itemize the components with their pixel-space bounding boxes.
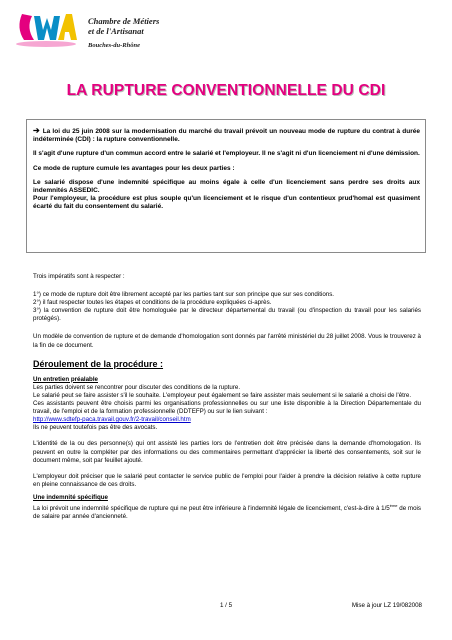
requirement-1: 1°) ce mode de rupture doit être librement accepté par les parties tant sur son principe que sur ses conditions. [33,291,335,299]
section-title: Déroulement de la procédure : [33,358,164,369]
org-line1: Chambre de Métiers [88,16,160,26]
arrow-right-icon: ➔ [33,126,40,135]
identity-text: L'identité de la ou des personne(s) qui ont assisté les parties lors de l'entretien doit être précisée dans la demande d'homologation. Ils peuvent en outre la compléter par des informations ou des commentaires permettant d'apprécier la liberté des consentements, soit sur le document même, soit par feuillet ajouté. [33,440,421,464]
indemnity-line1: La loi prévoit une indemnité spécifique de rupture qui ne peut être inférieure à l'indemnité légale de licenciement, c'est-à-dire à 1/5 [33,505,390,513]
indemnity-line2: de mois de salaire par année d'ancienneté. [33,505,421,521]
summary-p1: ➔ La loi du 25 juin 2008 sur la modernisation du marché du travail prévoit un nouveau mode de rupture du contrat à durée indéterminée (CDI) : la rupture conventionnelle. [33,126,420,144]
document-body [33,273,421,526]
page-title: LA RUPTURE CONVENTIONNELLE DU CDI [66,82,386,99]
employer-text: L'employeur doit préciser que le salarié peut contacter le service public de l'emploi pour l'aider à prendre la décision relative à cette rupture en pleine connaissance de ces droits. [33,472,421,488]
section-interview [33,376,421,433]
cma-logo-icon [14,6,78,50]
summary-p4: Le salarié dispose d'une indemnité spécifique au moins égale à celle d'un licenciement sans perdre ses droits aux indemnités ASSEDIC. [33,178,420,195]
header-logo [14,6,194,58]
superscript-eme: ème [389,502,398,508]
subsection-title-indemnity: Une indemnité spécifique [33,493,108,501]
summary-p5: Pour l'employeur, la procédure est plus souple qu'un licenciement et le risque d'un contentieux prud'homal est quasiment écarté du fait du consentement du salarié. [33,195,420,211]
requirement-2: 2°) il faut respecter toutes les étapes et conditions de la procédure expliquées ci-après. [33,299,272,307]
subsection-title-interview: Un entretien préalable [33,375,98,383]
summary-box [26,119,426,253]
interview-line2: Le salarié peut se faire assister s'il le souhaite. L'employeur peut également se faire assister mais seulement si le salarié a choisi de l'être. [33,391,412,399]
org-dept: Bouches-du-Rhône [88,42,141,49]
intro-text: Trois impératifs sont à respecter : [33,273,125,280]
org-name [88,16,159,51]
model-text: Un modèle de convention de rupture et de demande d'homologation sont donnés par l'arrêté ministériel du 28 juillet 2008. Vous le trouverez à la fin de ce document. [33,333,421,349]
requirement-3: 3°) la convention de rupture doit être homologuée par le directeur départemental du travail (ou d'inspection du travail pour les salariés protégés). [33,307,421,323]
interview-line1: Les parties doivent se rencontrer pour discuter des conditions de la rupture. [33,383,241,391]
section-indemnity [33,494,421,521]
interview-line3: Ces assistants peuvent être choisis parmi les organisations professionnelles ou sur une liste disponible à la Direction Départementale du travail, de l'emploi et de la formation professionnelle (DDTEFP) ou sur le lien suivant : [33,400,421,416]
update-note: Mise à jour LZ 19/082008 [351,602,422,609]
summary-p3: Ce mode de rupture cumule les avantages pour les deux parties : [33,164,235,172]
summary-p2: Il s'agit d'une rupture d'un commun accord entre le salarié et l'employeur. Il ne s'agit ni d'un licenciement ni d'une démission. [33,150,420,158]
ddtefp-link[interactable]: http://www.sdtefp-paca.travail.gouv.fr/2-travail/conseil.htm [33,416,191,424]
interview-line4: Ils ne peuvent toutefois pas être des avocats. [33,424,158,432]
org-line2: et de l'Artisanat [88,26,144,36]
page-number: 1 / 5 [219,602,233,609]
